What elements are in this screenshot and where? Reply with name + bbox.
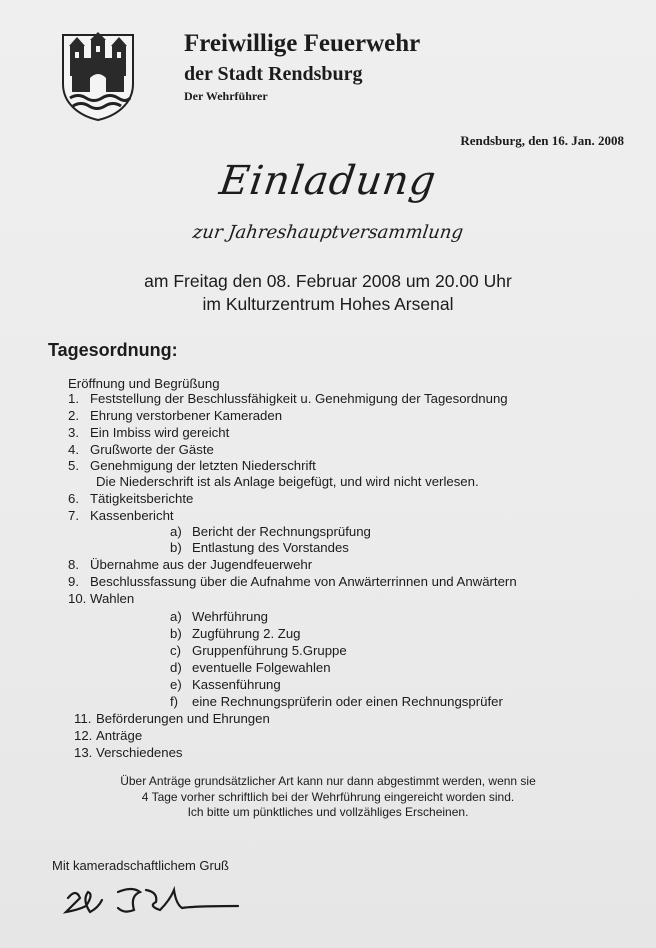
- notice-text: [0, 774, 656, 821]
- agenda-item: 13. Verschiedenes: [74, 745, 183, 760]
- agenda-item: 11. Beförderungen und Ehrungen: [74, 711, 270, 726]
- agenda-item: 8. Übernahme aus der Jugendfeuerwehr: [68, 557, 313, 572]
- agenda-subitem: b) Zugführung 2. Zug: [170, 626, 301, 641]
- agenda-subitem: c) Gruppenführung 5.Gruppe: [170, 643, 347, 658]
- agenda-item: 4. Grußworte der Gäste: [68, 442, 214, 457]
- agenda-item: 7. Kassenbericht: [68, 508, 174, 523]
- agenda-item: 3. Ein Imbiss wird gereicht: [68, 425, 230, 440]
- agenda-subitem: a) Wehrführung: [170, 609, 268, 624]
- sender-role: Der Wehrführer: [184, 89, 268, 103]
- org-city: der Stadt Rendsburg: [184, 63, 363, 85]
- letter-date: Rendsburg, den 16. Jan. 2008: [460, 133, 624, 148]
- event-where: im Kulturzentrum Hohes Arsenal: [202, 294, 454, 314]
- event-when: am Freitag den 08. Februar 2008 um 20.00 Uhr: [144, 271, 512, 291]
- notice-line: Ich bitte um pünktliches und vollzähliges Erscheinen.: [187, 805, 469, 819]
- agenda-subitem: e) Kassenführung: [170, 677, 281, 692]
- agenda-subitem: f) eine Rechnungsprüferin oder einen Rechnungsprüfer: [170, 694, 503, 709]
- agenda-item: 9. Beschlussfassung über die Aufnahme von Anwärterrinnen und Anwärtern: [68, 574, 517, 589]
- notice-line: Über Anträge grundsätzlicher Art kann nur dann abgestimmt werden, wenn sie: [120, 774, 536, 788]
- handwritten-signature-icon: [62, 870, 242, 922]
- agenda-item-note: Die Niederschrift ist als Anlage beigefügt, und wird nicht verlesen.: [96, 474, 479, 489]
- agenda-item: 12. Anträge: [74, 728, 143, 743]
- invitation-title: Einladung: [216, 158, 440, 204]
- closing-greeting: Mit kameradschaftlichem Gruß: [52, 858, 229, 873]
- agenda-item: 1. Feststellung der Beschlussfähigkeit u. Genehmigung der Tagesordnung: [68, 391, 508, 406]
- notice-line: 4 Tage vorher schriftlich bei der Wehrführung eingereicht worden sind.: [141, 789, 515, 804]
- agenda-opening: Eröffnung und Begrüßung: [68, 376, 220, 391]
- event-details: [0, 270, 656, 316]
- agenda-subitem: a) Bericht der Rechnungsprüfung: [170, 524, 371, 539]
- agenda-item: 2. Ehrung verstorbener Kameraden: [68, 408, 283, 423]
- invitation-subtitle: zur Jahreshauptversammlung: [191, 222, 465, 243]
- agenda-item: 6. Tätigkeitsberichte: [68, 491, 194, 506]
- agenda-item: 10. Wahlen: [68, 591, 135, 606]
- agenda-subitem: d) eventuelle Folgewahlen: [170, 660, 331, 675]
- agenda-heading: Tagesordnung:: [48, 340, 178, 360]
- castle-crest-icon: [60, 32, 136, 122]
- agenda-item: 5. Genehmigung der letzten Niederschrift: [68, 458, 316, 473]
- org-name: Freiwillige Feuerwehr: [184, 30, 421, 57]
- agenda-subitem: b) Entlastung des Vorstandes: [170, 540, 349, 555]
